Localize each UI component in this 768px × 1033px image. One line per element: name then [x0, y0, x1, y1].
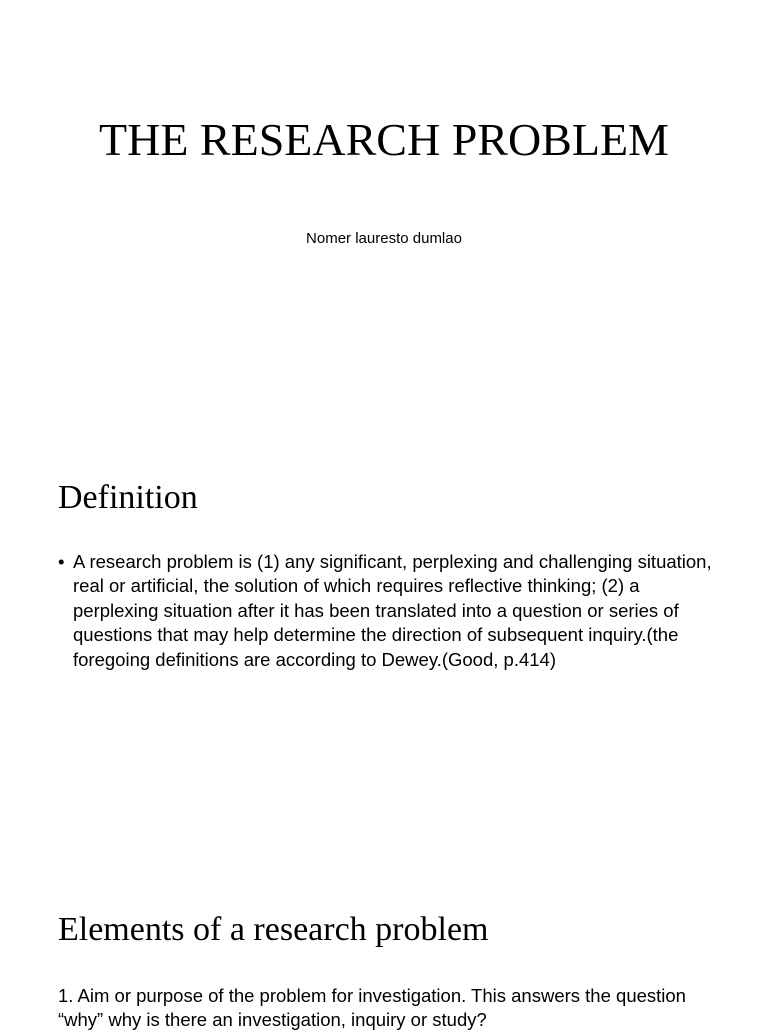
elements-heading: Elements of a research problem [58, 911, 489, 948]
definition-bullet-list [58, 550, 718, 672]
presentation-author: Nomer lauresto dumlao [306, 230, 462, 247]
elements-slide [0, 864, 768, 1031]
definition-heading: Definition [58, 479, 198, 516]
definition-text: A research problem is (1) any significant, perplexing and challenging situation, real or artificial, the solution of which requires reflective thinking; (2) a perplexing situation after it has been translated into a question or series of questions that may help determine the direction of subsequent inquiry.(the foregoing definitions are according to Dewey.(Good, p.414) [73, 551, 712, 670]
elements-item-1: 1. Aim or purpose of the problem for investigation. This answers the question “why” why is there an investigation, inquiry or study? [58, 985, 686, 1031]
list-item [58, 550, 718, 672]
definition-slide [0, 432, 768, 864]
bullet-icon: • [58, 551, 65, 572]
title-slide [0, 0, 768, 432]
presentation-title: THE RESEARCH PROBLEM [99, 114, 669, 165]
